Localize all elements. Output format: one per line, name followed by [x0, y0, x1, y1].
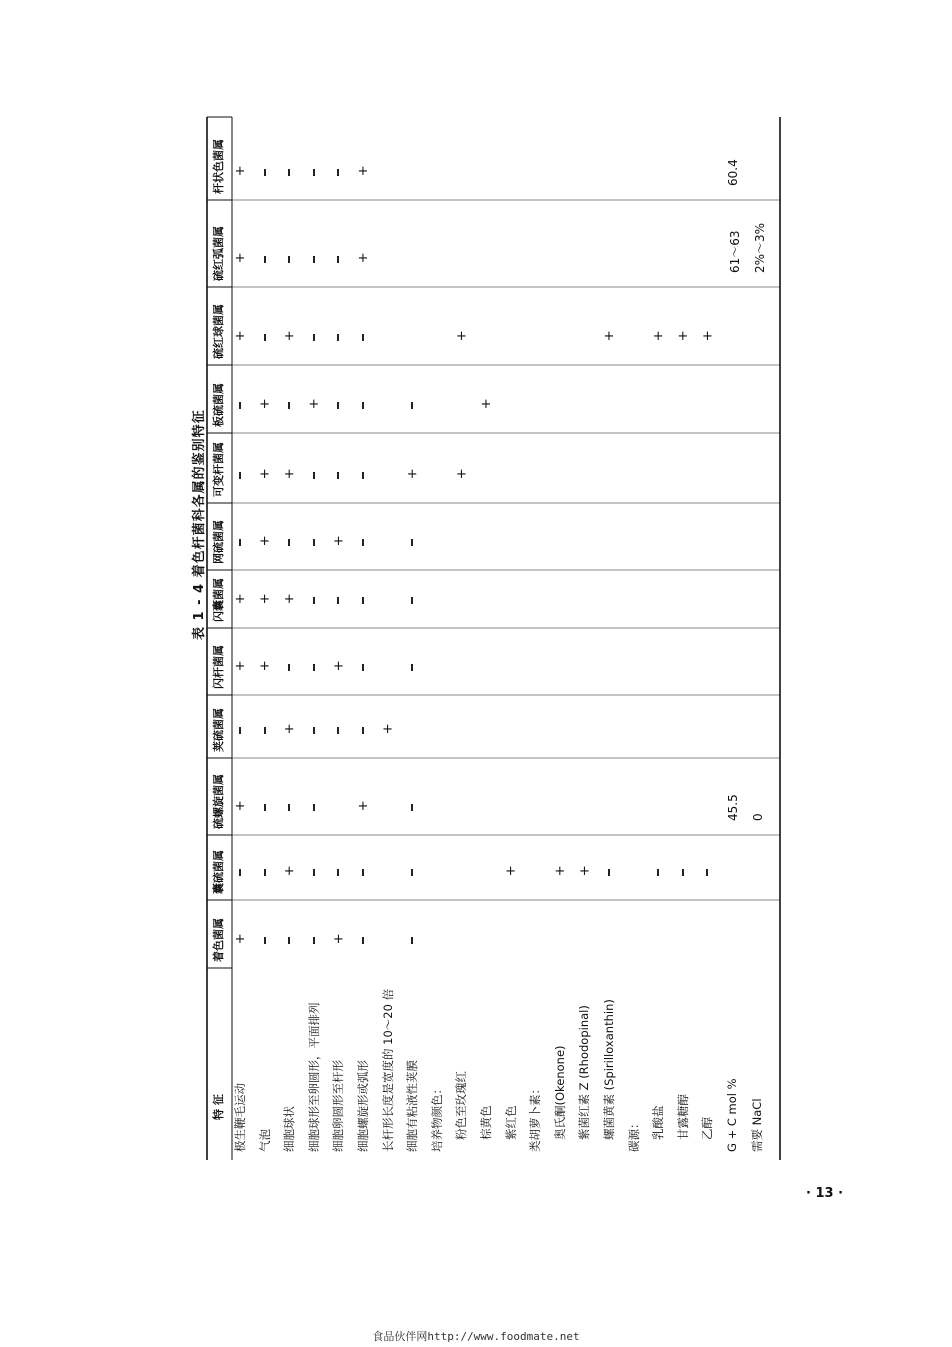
feature-label: 紫红色: [503, 1105, 518, 1140]
feature-label: 需要 NaCl: [749, 1098, 764, 1152]
genus-header: 板硫菌属: [212, 383, 225, 427]
table-cell-plus: +: [283, 864, 295, 879]
table-cell-minus: [239, 539, 241, 546]
table-cell-plus: +: [283, 329, 295, 344]
table-cell-minus: [264, 727, 266, 734]
table-cell-minus: [411, 804, 413, 811]
table-cell-minus: [313, 869, 315, 876]
table-cell-minus: [313, 334, 315, 341]
feature-label: 细胞螺旋形或弧形: [356, 1060, 370, 1152]
table-cell-plus: +: [652, 329, 664, 344]
table-cell-plus: +: [578, 864, 590, 879]
table-cell-plus: +: [259, 659, 271, 674]
table-cell-plus: +: [701, 329, 713, 344]
table-cell-value: 0: [750, 813, 765, 821]
table-cell-minus: [239, 472, 241, 479]
table-cell-plus: +: [283, 467, 295, 482]
table-cell-plus: +: [677, 329, 689, 344]
table-cell-plus: +: [234, 799, 246, 814]
table-cell-value: 61～63: [728, 230, 742, 273]
table-cell-plus: +: [308, 397, 320, 412]
table-cell-plus: +: [357, 251, 369, 266]
genus-header: 荚硫菌属: [212, 708, 225, 752]
feature-label: 细胞有粘液性荚膜: [405, 1060, 420, 1152]
feature-label: 粉色至玫瑰红: [454, 1071, 469, 1140]
table-cell-minus: [313, 539, 315, 546]
table-cell-plus: +: [283, 722, 295, 737]
table-cell-plus: +: [455, 329, 467, 344]
genus-header: 硫螺旋菌属: [212, 774, 225, 829]
table-cell-plus: +: [234, 659, 246, 674]
table-cell-plus: +: [234, 164, 246, 179]
table-cell-minus: [288, 664, 290, 671]
table-cell-plus: +: [554, 864, 566, 879]
table-cell-plus: +: [406, 467, 418, 482]
feature-label: 类胡萝卜素：: [528, 1083, 543, 1152]
feature-label: 奥氏酮(Okenone): [552, 1045, 567, 1140]
table-cell-minus: [362, 539, 364, 546]
table-cell-minus: [313, 804, 315, 811]
table-cell-minus: [706, 869, 708, 876]
table-cell-minus: [337, 256, 339, 263]
table-cell-minus: [313, 597, 315, 604]
table-cell-minus: [239, 402, 241, 409]
table-cell-minus: [264, 169, 266, 176]
genus-header: 杆状色菌属: [212, 139, 225, 194]
genus-header: 可变杆菌属: [212, 442, 225, 497]
table-cell-minus: [362, 727, 364, 734]
table-cell-minus: [411, 664, 413, 671]
table-cell-plus: +: [234, 932, 246, 947]
genus-header: 硫红弧菌属: [212, 226, 225, 281]
table-cell-minus: [411, 597, 413, 604]
table-cell-minus: [313, 256, 315, 263]
table-cell-plus: +: [234, 251, 246, 266]
table-cell-minus: [288, 169, 290, 176]
table-cell-minus: [337, 334, 339, 341]
table-cell-minus: [264, 937, 266, 944]
table-cell-plus: +: [234, 329, 246, 344]
table-cell-minus: [362, 597, 364, 604]
table-cell-minus: [362, 472, 364, 479]
table-cell-minus: [362, 664, 364, 671]
table-cell-minus: [337, 597, 339, 604]
table-cell-value: 2%～3%: [752, 222, 767, 273]
feature-label: 乙醇: [700, 1117, 715, 1140]
table-cell-plus: +: [332, 534, 344, 549]
genus-header: 网硫菌属: [212, 520, 225, 564]
table-cell-minus: [337, 727, 339, 734]
feature-label: 细胞球状: [282, 1106, 297, 1152]
feature-label: 细胞球形至卵圆形，平面排列: [306, 1002, 321, 1152]
table-cell-minus: [288, 804, 290, 811]
table-cell-minus: [288, 402, 290, 409]
table-cell-plus: +: [357, 799, 369, 814]
feature-label: 细胞卵圆形至杆形: [331, 1060, 346, 1152]
genus-header: 闪囊菌属: [212, 578, 225, 622]
feature-label: 培养物颜色：: [429, 1083, 444, 1152]
table-cell-minus: [337, 402, 339, 409]
genus-header: 闪杆菌属: [212, 645, 225, 689]
table-cell-minus: [337, 869, 339, 876]
feature-column-header: 特 征: [212, 1094, 225, 1120]
table-cell-minus: [264, 869, 266, 876]
table-cell-plus: +: [332, 659, 344, 674]
table-cell-minus: [682, 869, 684, 876]
table-cell-minus: [313, 169, 315, 176]
table-cell-minus: [313, 727, 315, 734]
table-cell-minus: [288, 539, 290, 546]
table-cell-plus: +: [603, 329, 615, 344]
table-cell-minus: [264, 334, 266, 341]
page-number: · 13 ·: [806, 1186, 844, 1201]
table-cell-minus: [362, 334, 364, 341]
table-cell-plus: +: [455, 467, 467, 482]
table-cell-minus: [313, 664, 315, 671]
genus-header: 囊硫菌属: [212, 850, 225, 894]
feature-label: 碳源：: [626, 1117, 641, 1152]
table-cell-minus: [239, 727, 241, 734]
table-cell-plus: +: [357, 164, 369, 179]
genus-header: 硫红球菌属: [212, 304, 225, 359]
table-cell-minus: [411, 869, 413, 876]
table-cell-plus: +: [259, 534, 271, 549]
table-cell-minus: [337, 169, 339, 176]
genus-header: 着色菌属: [212, 918, 225, 962]
feature-label: 甘露糖醇: [675, 1094, 690, 1140]
table-cell-minus: [313, 472, 315, 479]
table-cell-minus: [411, 937, 413, 944]
feature-label: 长杆形长度是宽度的 10～20 倍: [380, 988, 395, 1152]
table-cell-minus: [288, 256, 290, 263]
table-cell-minus: [362, 402, 364, 409]
table-cell-value: 45.5: [726, 794, 740, 821]
table-cell-minus: [411, 402, 413, 409]
feature-label: 螺菌黄素 (Spirilloxanthin): [602, 999, 616, 1140]
table-cell-minus: [239, 869, 241, 876]
table-cell-minus: [313, 937, 315, 944]
footer-watermark: 食品伙伴网http://www.foodmate.net: [372, 1330, 580, 1343]
table-title: 表 1 - 4 着色杆菌科各属的鉴别特征: [192, 409, 207, 640]
feature-label: G + C mol %: [725, 1078, 739, 1152]
table-cell-plus: +: [259, 592, 271, 607]
table-cell-plus: +: [480, 397, 492, 412]
table-cell-plus: +: [234, 592, 246, 607]
table-cell-plus: +: [259, 467, 271, 482]
feature-label: 气泡: [257, 1129, 272, 1152]
table-cell-minus: [608, 869, 610, 876]
table-cell-minus: [337, 472, 339, 479]
table-cell-minus: [264, 804, 266, 811]
table-cell-minus: [264, 256, 266, 263]
feature-label: 棕黄色: [479, 1105, 493, 1140]
table-cell-plus: +: [505, 864, 517, 879]
table-cell-minus: [657, 869, 659, 876]
table-cell-minus: [288, 937, 290, 944]
table-cell-minus: [411, 539, 413, 546]
feature-label: 乳酸盐: [651, 1105, 666, 1140]
table-cell-plus: +: [259, 397, 271, 412]
table-cell-minus: [362, 937, 364, 944]
table-cell-plus: +: [332, 932, 344, 947]
feature-label: 极生鞭毛运动: [233, 1083, 247, 1152]
table-cell-plus: +: [382, 722, 394, 737]
feature-label: 紫菌红素 Z (Rhodopinal): [577, 1005, 592, 1140]
table-cell-minus: [362, 869, 364, 876]
table-cell-value: 60.4: [726, 159, 740, 186]
table-cell-plus: +: [283, 592, 295, 607]
